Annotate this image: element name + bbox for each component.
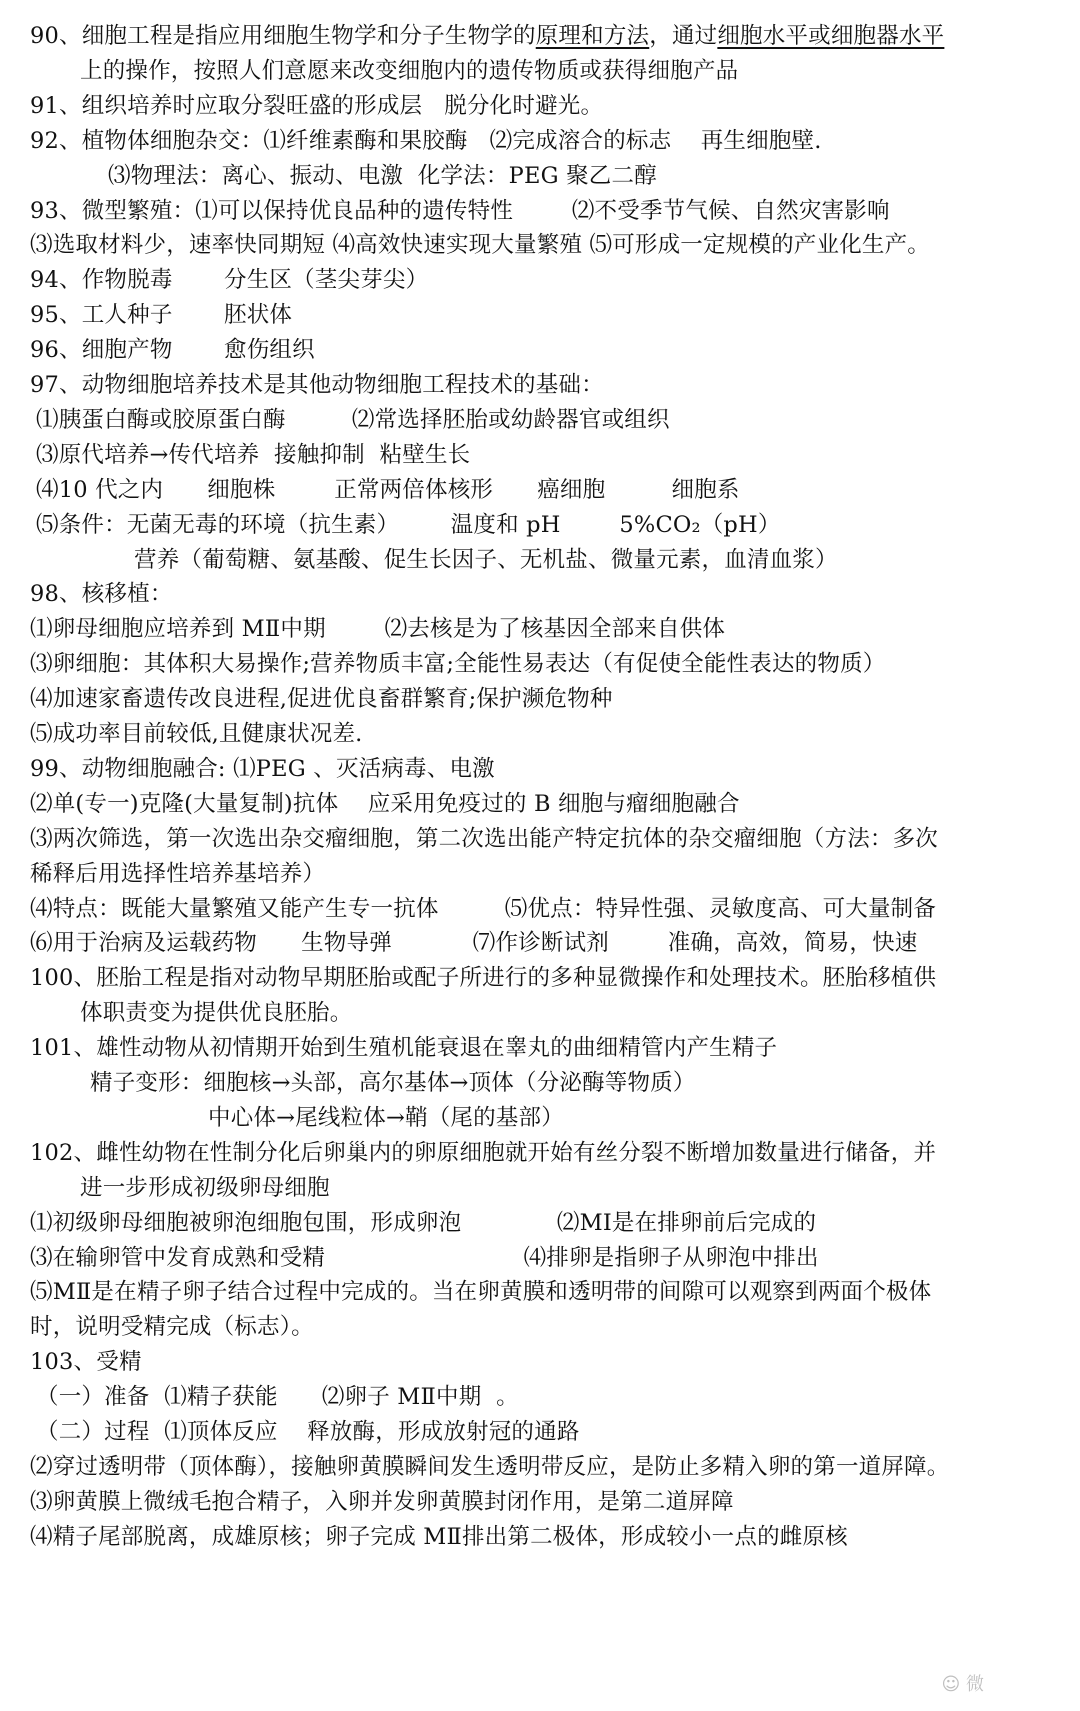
text-line: 上的操作，按照人们意愿来改变细胞内的遗传物质或获得细胞产品	[80, 57, 739, 84]
text-line: 97、动物细胞培养技术是其他动物细胞工程技术的基础：	[30, 372, 604, 398]
watermark: ☺ 微	[941, 1674, 984, 1695]
text-line: 99、动物细胞融合: ⑴PEG 、灭活病毒、电激	[30, 755, 495, 782]
text-line: ⑶原代培养→传代培养 接触抑制 粘壁生长	[36, 441, 471, 468]
text-line: 94、作物脱毒 分生区（茎尖芽尖）	[30, 267, 429, 294]
text-line: ⑶在输卵管中发育成熟和受精 ⑷排卵是指卵子从卵泡中排出	[30, 1244, 819, 1271]
text-line: ⑷精子尾部脱离，成雄原核；卵子完成 MⅡ排出第二极体，形成较小一点的雌原核	[30, 1523, 848, 1550]
text-line: 精子变形：细胞核→头部，高尔基体→顶体（分泌酶等物质）	[90, 1070, 696, 1096]
text-line: （一）准备 ⑴精子获能 ⑵卵子 MⅡ中期 。	[36, 1384, 519, 1411]
text-line	[30, 17, 944, 55]
text-line: 时，说明受精完成（标志）。	[30, 1314, 314, 1341]
text-line: ⑶物理法：离心、振动、电激 化学法：PEG 聚乙二醇	[108, 162, 657, 189]
text-line: （二）过程 ⑴顶体反应 释放酶，形成放射冠的通路	[36, 1419, 580, 1445]
text-line: ⑶两次筛选，第一次选出杂交瘤细胞，第二次选出能产特定抗体的杂交瘤细胞（方法：多次	[30, 825, 939, 852]
text-line: 96、细胞产物 愈伤组织	[30, 337, 315, 364]
text-line: ⑹用于治病及运载药物 生物导弹 ⑺作诊断试剂 准确，高效，简易，快速	[30, 930, 918, 957]
text-segment: ，通过	[649, 23, 718, 49]
text-line: ⑶选取材料少，速率快同期短 ⑷高效快速实现大量繁殖 ⑸可形成一定规模的产业化生产。	[30, 232, 931, 259]
text-line: 101、雄性动物从初情期开始到生殖机能衰退在睾丸的曲细精管内产生精子	[30, 1035, 778, 1062]
text-line: 进一步形成初级卵母细胞	[80, 1174, 330, 1201]
underlined-text: 原理和方法	[535, 23, 650, 49]
text-line: ⑷10 代之内 细胞株 正常两倍体核形 癌细胞 细胞系	[36, 476, 740, 503]
text-line: ⑵单(专一)克隆(大量复制)抗体 应采用免疫过的 B 细胞与瘤细胞融合	[30, 790, 740, 817]
text-line: ⑴初级卵母细胞被卵泡细胞包围，形成卵泡 ⑵MⅠ是在排卵前后完成的	[30, 1209, 817, 1236]
text-line: 91、组织培养时应取分裂旺盛的形成层 脱分化时避光。	[30, 92, 604, 119]
text-line: ⑸MⅡ是在精子卵子结合过程中完成的。当在卵黄膜和透明带的间隙可以观察到两面个极体	[30, 1279, 932, 1306]
text-line: ⑷加速家畜遗传改良进程,促进优良畜群繁育;保护濒危物种	[30, 686, 613, 713]
text-line: ⑵穿过透明带（顶体酶），接触卵黄膜瞬间发生透明带反应，是防止多精入卵的第一道屏障。	[30, 1453, 950, 1480]
text-line: 103、受精	[30, 1349, 142, 1376]
text-line: ⑷特点：既能大量繁殖又能产生专一抗体 ⑸优点：特异性强、灵敏度高、可大量制备	[30, 895, 937, 922]
text-line: 中心体→尾线粒体→鞘（尾的基部）	[208, 1104, 564, 1131]
text-line: 93、微型繁殖：⑴可以保持优良品种的遗传特性 ⑵不受季节气候、自然灾害影响	[30, 197, 890, 224]
text-line: 92、植物体细胞杂交：⑴纤维素酶和果胶酶 ⑵完成溶合的标志 再生细胞壁.	[30, 127, 822, 154]
text-line: 102、雌性幼物在性制分化后卵巢内的卵原细胞就开始有丝分裂不断增加数量进行储备，并	[30, 1139, 937, 1166]
text-line: 100、胚胎工程是指对动物早期胚胎或配子所进行的多种显微操作和处理技术。胚胎移植供	[30, 965, 937, 992]
text-segment: 90、细胞工程是指应用细胞生物学和分子生物学的	[30, 23, 536, 49]
text-line: ⑴卵母细胞应培养到 MⅡ中期 ⑵去核是为了核基因全部来自供体	[30, 616, 726, 643]
text-line: ⑴胰蛋白酶或胶原蛋白酶 ⑵常选择胚胎或幼龄器官或组织	[36, 406, 670, 433]
text-line: 98、核移植：	[30, 581, 173, 608]
text-line: 体职责变为提供优良胚胎。	[80, 1000, 353, 1027]
text-line: 95、工人种子 胚状体	[30, 302, 293, 329]
text-line: ⑶卵细胞：其体积大易操作;营养物质丰富;全能性易表达（有促使全能性表达的物质）	[30, 651, 886, 678]
text-line: ⑶卵黄膜上微绒毛抱合精子，入卵并发卵黄膜封闭作用，是第二道屏障	[30, 1488, 734, 1515]
text-line: ⑸成功率目前较低,且健康状况差.	[30, 721, 363, 747]
text-line: ⑸条件：无菌无毒的环境（抗生素） 温度和 pH 5%CO₂（pH）	[36, 511, 781, 538]
text-line: 稀释后用选择性培养基培养）	[30, 860, 326, 887]
underlined-text: 细胞水平或细胞器水平	[717, 23, 945, 49]
text-line: 营养（葡萄糖、氨基酸、促生长因子、无机盐、微量元素，血清血浆）	[134, 546, 838, 573]
